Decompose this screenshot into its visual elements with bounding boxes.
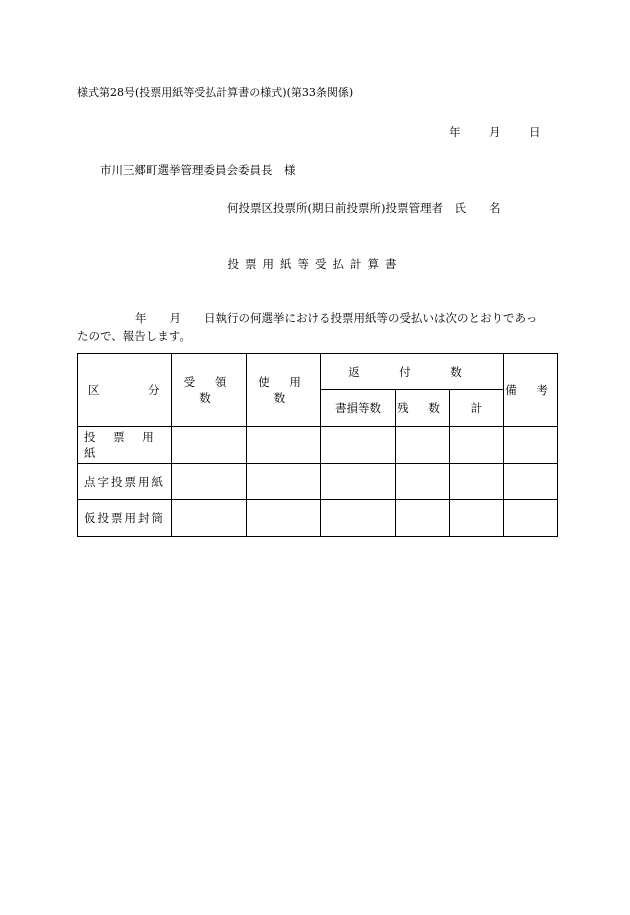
form-label: 様式第28号(投票用紙等受払計算書の様式)(第33条関係) bbox=[77, 86, 354, 99]
cell-total[interactable] bbox=[450, 464, 504, 500]
table-row bbox=[78, 464, 558, 500]
cell-remaining[interactable] bbox=[396, 464, 450, 500]
cell-used[interactable] bbox=[247, 464, 321, 500]
cell-remaining[interactable] bbox=[396, 427, 450, 464]
cell-used[interactable] bbox=[247, 427, 321, 464]
row-label: 仮投票用封筒 bbox=[78, 500, 172, 537]
sender-line: 何投票区投票所(期日前投票所)投票管理者 氏 名 bbox=[227, 201, 501, 215]
header-remarks: 備 考 bbox=[504, 354, 558, 427]
header-used: 使 用 数 bbox=[247, 354, 321, 427]
header-remaining: 残 数 bbox=[396, 390, 450, 427]
row-label: 点字投票用紙 bbox=[78, 464, 172, 500]
body-line-2: たので、報告します。 bbox=[77, 329, 191, 343]
date-month: 月 bbox=[489, 125, 501, 139]
cell-damaged[interactable] bbox=[321, 427, 396, 464]
cell-remarks[interactable] bbox=[504, 500, 558, 537]
cell-total[interactable] bbox=[450, 427, 504, 464]
header-returned: 返 付 数 bbox=[321, 354, 504, 390]
cell-total[interactable] bbox=[450, 500, 504, 537]
date-year: 年 bbox=[449, 125, 461, 139]
cell-remaining[interactable] bbox=[396, 500, 450, 537]
row-label: 投 票 用 紙 bbox=[78, 427, 172, 464]
table-row bbox=[78, 500, 558, 537]
cell-damaged[interactable] bbox=[321, 500, 396, 537]
header-category bbox=[78, 354, 172, 427]
cell-remarks[interactable] bbox=[504, 464, 558, 500]
cell-received[interactable] bbox=[172, 464, 247, 500]
addressee: 市川三郷町選挙管理委員会委員長 様 bbox=[100, 163, 296, 177]
document-title: 投票用紙等受払計算書 bbox=[227, 257, 403, 271]
cell-received[interactable] bbox=[172, 427, 247, 464]
header-damaged: 書損等数 bbox=[321, 390, 396, 427]
table-row bbox=[78, 427, 558, 464]
cell-received[interactable] bbox=[172, 500, 247, 537]
header-category-char-1: 区 bbox=[88, 383, 100, 397]
date-day: 日 bbox=[529, 125, 541, 139]
body-line-1: 年 月 日執行の何選挙における投票用紙等の受払いは次のとおりであっ bbox=[135, 311, 538, 325]
header-received: 受 領 数 bbox=[172, 354, 247, 427]
header-total: 計 bbox=[450, 390, 504, 427]
date-line bbox=[449, 124, 541, 140]
header-category-char-2: 分 bbox=[148, 383, 160, 397]
ledger-table bbox=[77, 353, 558, 537]
cell-used[interactable] bbox=[247, 500, 321, 537]
cell-remarks[interactable] bbox=[504, 427, 558, 464]
cell-damaged[interactable] bbox=[321, 464, 396, 500]
body-text bbox=[77, 309, 559, 345]
